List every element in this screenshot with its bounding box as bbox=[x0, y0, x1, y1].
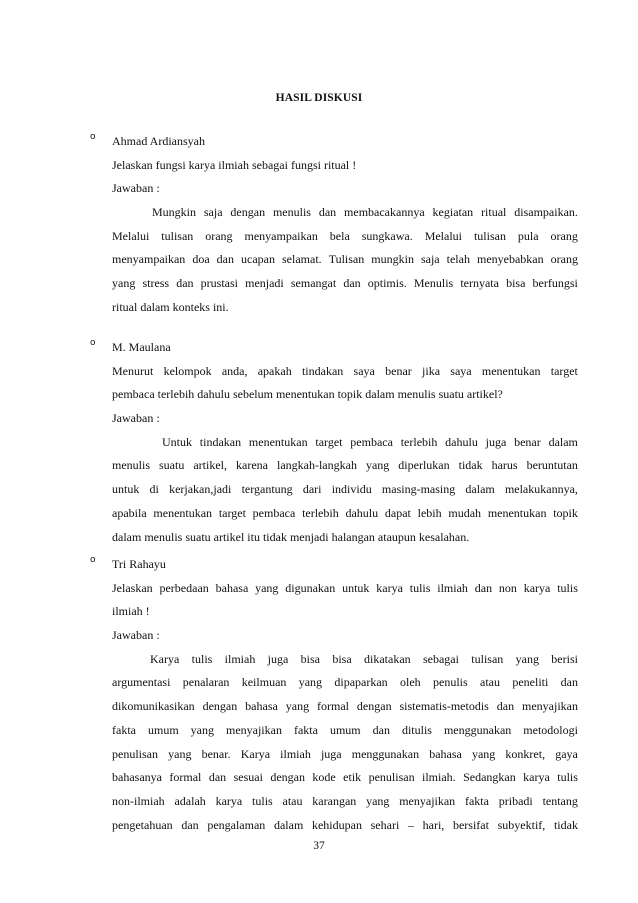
bullet-icon: o bbox=[90, 132, 96, 142]
answer-line: Mungkin saja dengan menulis dan membacakannya kegiatan ritual disampaikan. bbox=[152, 205, 578, 220]
answer-line: bahasanya formal dan sesuai dengan kode etik penulisan ilmiah. Sedangkan karya tulis bbox=[112, 770, 578, 785]
answer-line: dalam menulis suatu artikel itu tidak menjadi halangan ataupun kesalahan. bbox=[112, 529, 470, 544]
answer-label: Jawaban : bbox=[112, 411, 160, 426]
bullet-icon: o bbox=[90, 338, 96, 348]
answer-line: fakta umum yang menyajikan fakta umum dan ditulis menggunakan metodologi bbox=[112, 722, 578, 737]
question-line: ilmiah ! bbox=[112, 604, 150, 619]
answer-line: non-ilmiah adalah karya tulis atau karangan yang menyajikan fakta pribadi tentang bbox=[112, 793, 578, 808]
answer-line: menulis suatu artikel, karena langkah-langkah yang diperlukan tidak harus beruntutan bbox=[112, 458, 578, 473]
answer-line: menyampaikan doa dan ucapan selamat. Tulisan mungkin saja telah menyebabkan orang bbox=[112, 252, 578, 267]
answer-line: Melalui tulisan orang menyampaikan bela sungkawa. Melalui tulisan pula orang bbox=[112, 228, 578, 243]
entry-name: Tri Rahayu bbox=[112, 557, 166, 571]
answer-line: pengetahuan dan pengalaman dalam kehidupan sehari – hari, bersifat subyektif, tidak bbox=[112, 817, 578, 832]
page-title: HASIL DISKUSI bbox=[275, 92, 363, 104]
entry-name: M. Maulana bbox=[112, 340, 171, 354]
answer-line: dikomunikasikan dengan bahasa yang formal dengan sistematis-metodis dan menyajikan bbox=[112, 699, 578, 714]
answer-line: penulisan yang benar. Karya ilmiah juga menggunakan bahasa yang konkret, gaya bbox=[112, 746, 578, 761]
answer-line: Untuk tindakan menentukan target pembaca terlebih dahulu juga benar dalam bbox=[162, 434, 578, 449]
page-number: 37 bbox=[313, 840, 325, 852]
entry-name: Ahmad Ardiansyah bbox=[112, 134, 205, 148]
answer-line: apabila menentukan target pembaca terlebih dahulu dapat lebih mudah menentukan topik bbox=[112, 505, 578, 520]
question-line: Menurut kelompok anda, apakah tindakan saya benar jika saya menentukan target bbox=[112, 363, 578, 378]
answer-line: ritual dalam konteks ini. bbox=[112, 299, 229, 314]
bullet-icon: o bbox=[90, 555, 96, 565]
answer-label: Jawaban : bbox=[112, 181, 160, 196]
answer-line: untuk di kerjakan,jadi tergantung dari individu masing-masing dalam melakukannya, bbox=[112, 482, 578, 497]
question-line: Jelaskan perbedaan bahasa yang digunakan untuk karya tulis ilmiah dan non karya tulis bbox=[112, 580, 578, 595]
answer-line: yang stress dan prustasi menjadi semangat dan optimis. Menulis ternyata bisa berfungsi bbox=[112, 276, 578, 291]
question-line: Jelaskan fungsi karya ilmiah sebagai fungsi ritual ! bbox=[112, 157, 357, 172]
answer-label: Jawaban : bbox=[112, 628, 160, 643]
question-line: pembaca terlebih dahulu sebelum menentukan topik dalam menulis suatu artikel? bbox=[112, 387, 503, 402]
answer-line: Karya tulis ilmiah juga bisa bisa dikatakan sebagai tulisan yang berisi bbox=[150, 651, 578, 666]
answer-line: argumentasi penalaran keilmuan yang dipaparkan oleh penulis atau peneliti dan bbox=[112, 675, 578, 690]
